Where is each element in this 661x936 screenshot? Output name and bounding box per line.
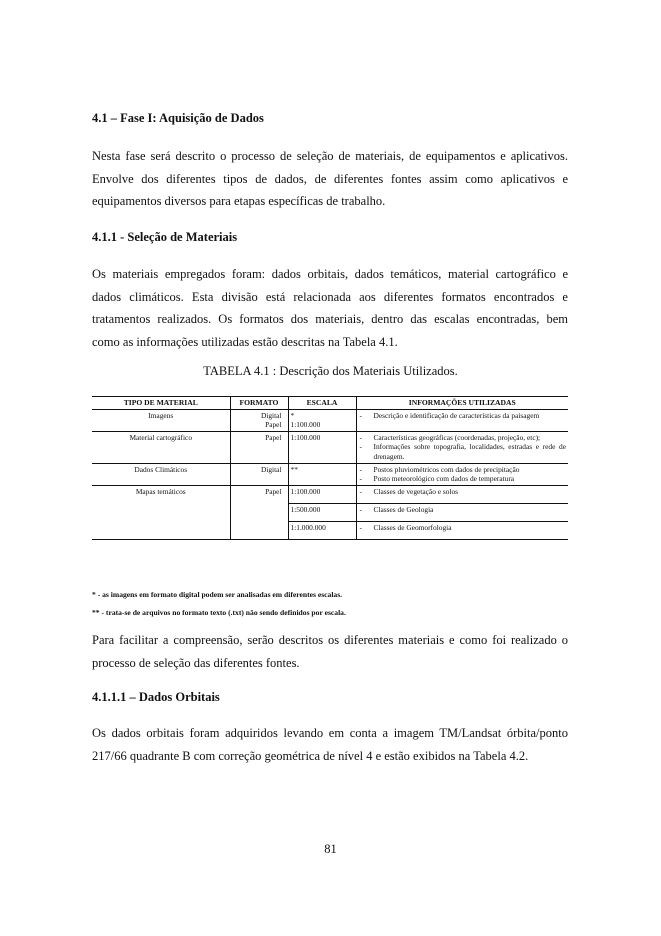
- text-line: Os dados orbitais foram adquiridos levando em conta a imagem TM/Landsat órbita/ponto: [92, 726, 568, 740]
- info-item: [359, 442, 567, 461]
- cell-informacoes: [356, 409, 568, 431]
- paragraph-orbitais: [92, 722, 568, 767]
- formato-value: Papel: [265, 486, 282, 496]
- column-header-escala: ESCALA: [288, 397, 356, 410]
- table-note: ** - trata-se de arquivos no formato texto (.txt) não sendo definidos por escala.: [92, 608, 346, 617]
- info-item: [359, 433, 567, 443]
- text-line: dados climáticos. Esta divisão está relacionada aos diferentes formatos encontrados e: [92, 289, 568, 304]
- bullet-marker: -: [359, 432, 362, 442]
- text-line: Para facilitar a compreensão, serão descritos os diferentes materiais e como foi realizado o: [92, 633, 568, 647]
- info-text: Classes de Geomorfologia: [373, 522, 452, 532]
- paragraph-compreensao: [92, 629, 568, 674]
- page-number: 81: [324, 842, 337, 856]
- info-item: [359, 465, 567, 475]
- text-line: Os materiais empregados foram: dados orbitais, dados temáticos, material cartográfico e: [92, 267, 568, 281]
- info-item: [359, 474, 567, 484]
- materials-table: [92, 396, 568, 540]
- cell-tipo: Imagens: [92, 409, 230, 431]
- bullet-marker: -: [359, 464, 362, 474]
- text-line: Nesta fase será descrito o processo de seleção de materiais, de equipamentos e aplicativos.: [92, 149, 568, 163]
- text-line: processo de seleção das diferentes fontes.: [92, 655, 300, 670]
- info-text: Informações sobre topografia, localidades, estradas e rede de drenagem.: [373, 442, 566, 461]
- text-line: tratamentos realizados. Os formatos dos materiais, dentro das escalas encontradas, bem: [92, 312, 568, 326]
- bullet-marker: -: [359, 504, 362, 514]
- cell-informacoes: [356, 503, 568, 521]
- cell-informacoes: [356, 431, 568, 463]
- paragraph-intro: [92, 145, 568, 213]
- bullet-marker: -: [359, 474, 362, 484]
- cell-informacoes: [356, 463, 568, 485]
- cell-tipo: Mapas temáticos: [92, 485, 230, 539]
- text-line: equipamentos diversos para etapas específicas de trabalho.: [92, 194, 386, 208]
- cell-informacoes: [356, 485, 568, 503]
- bullet-marker: -: [359, 486, 362, 496]
- info-item: [359, 523, 567, 533]
- column-header-formato: FORMATO: [230, 397, 288, 410]
- paragraph-materiais: [92, 263, 568, 353]
- table-row: [92, 463, 568, 485]
- escala-value: *: [290, 410, 295, 420]
- text-line: 217/66 quadrante B com correção geométrica de nível 4 e estão exibidos na Tabela 4.2.: [92, 748, 529, 763]
- cell-informacoes: [356, 521, 568, 539]
- table-header-row: [92, 397, 568, 410]
- cell-formato: [230, 409, 288, 431]
- bullet-marker: -: [359, 442, 362, 452]
- subheading-selecao: 4.1.1 - Seleção de Materiais: [92, 230, 238, 244]
- formato-value: Digital: [260, 410, 282, 420]
- info-text: Descrição e identificação de características da paisagem: [373, 410, 540, 420]
- table-note: * - as imagens em formato digital podem ser analisadas em diferentes escalas.: [92, 590, 343, 599]
- cell-escala: 1:1.000.000: [288, 521, 356, 539]
- text-line: como as informações utilizadas estão descritas na Tabela 4.1.: [92, 334, 398, 349]
- cell-formato: [230, 485, 288, 539]
- formato-value: Papel: [265, 432, 282, 442]
- cell-tipo: Dados Climáticos: [92, 463, 230, 485]
- info-text: Postos pluviométricos com dados de precipitação: [373, 464, 520, 474]
- table-caption: TABELA 4.1 : Descrição dos Materiais Utilizados.: [203, 364, 458, 378]
- cell-escala: [288, 431, 356, 463]
- cell-escala: 1:100.000: [288, 485, 356, 503]
- cell-escala: 1:500.000: [288, 503, 356, 521]
- info-item: [359, 411, 567, 421]
- info-text: Classes de Geologia: [373, 504, 434, 514]
- info-text: Características geográficas (coordenadas, projeção, etc);: [373, 432, 541, 442]
- table-row: [92, 485, 568, 503]
- table-row: [92, 431, 568, 463]
- info-item: [359, 487, 567, 497]
- bullet-marker: -: [359, 522, 362, 532]
- column-header-tipo: TIPO DE MATERIAL: [92, 397, 230, 410]
- cell-tipo: Material cartográfico: [92, 431, 230, 463]
- bullet-marker: -: [359, 410, 362, 420]
- cell-escala: [288, 463, 356, 485]
- info-item: [359, 505, 567, 515]
- escala-value: **: [290, 464, 298, 474]
- table-row: [92, 409, 568, 431]
- formato-value: Papel: [265, 420, 282, 430]
- formato-value: Digital: [260, 464, 282, 474]
- escala-value: 1:100.000: [290, 432, 321, 442]
- escala-value: 1:100.000: [290, 420, 321, 430]
- cell-formato: [230, 431, 288, 463]
- info-text: Classes de vegetação e solos: [373, 486, 459, 496]
- section-heading: 4.1 – Fase I: Aquisição de Dados: [92, 111, 264, 125]
- column-header-informacoes: INFORMAÇÕES UTILIZADAS: [356, 397, 568, 410]
- text-line: Envolve dos diferentes tipos de dados, de diferentes fontes assim como aplicativos e: [92, 171, 568, 186]
- subheading-dados-orbitais: 4.1.1.1 – Dados Orbitais: [92, 690, 220, 704]
- cell-formato: [230, 463, 288, 485]
- cell-escala: [288, 409, 356, 431]
- info-text: Posto meteorológico com dados de temperatura: [373, 474, 515, 484]
